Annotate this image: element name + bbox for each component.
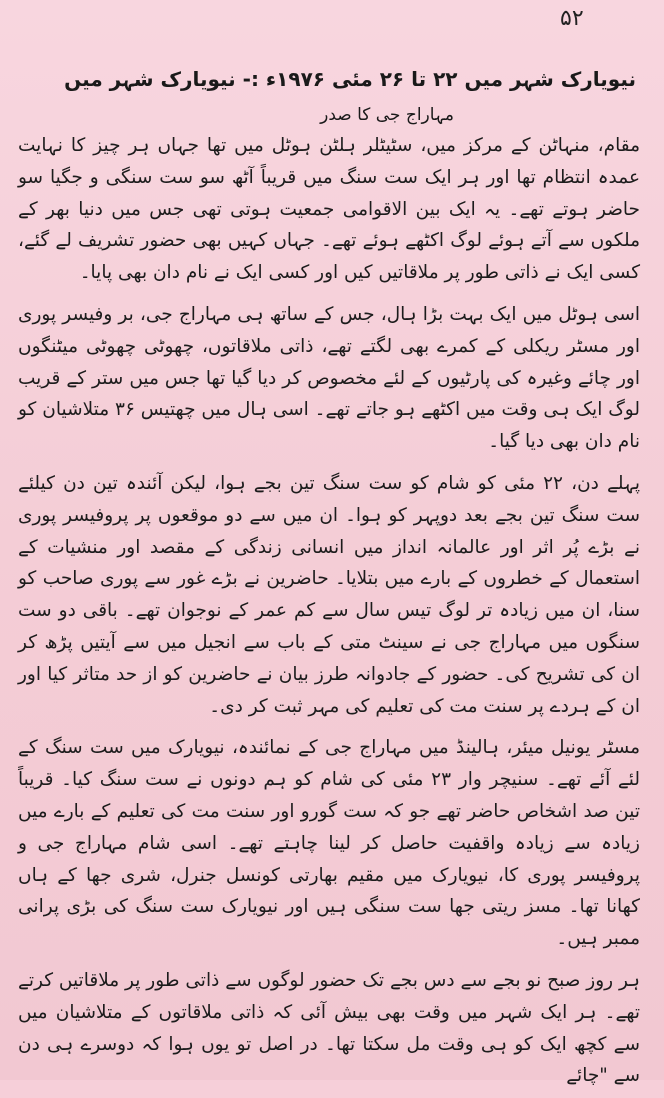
section-heading: نیویارک شہر میں ۲۲ تا ۲۶ مئی ۱۹۷۶ء :- نیویارک شہر میں <box>64 67 636 91</box>
paragraph: ہر روز صبح نو بجے سے دس بجے تک حضور لوگوں سے ذاتی طور پر ملاقاتیں کرتے تھے۔ ہر ایک شہر میں وقت بھی بیش آئی کہ ذاتی ملاقاتوں کے متلاشیان میں سے کچھ ایک کو ہی وقت مل سکتا تھا۔ در اصل تو یوں ہوا کہ دوسرے ہی دن سے "چائے <box>18 969 640 1087</box>
paragraph: مقام، منہاٹن کے مرکز میں، سٹیٹلر ہلٹن ہوٹل میں تھا جہاں ہر چیز کا نہایت عمدہ انتظام تھا اور ہر ایک ست سنگ میں قریباً آٹھ سو ست سنگی و جگیا سو حاضر ہوتے تھے۔ یہ ایک بین الاقوامی جمعیت ہوتی تھی جس میں دنیا بھر کے ملکوں سے آتے ہوئے لوگ اکٹھے ہوئے تھے۔ جہاں کہیں بھی حضور تشریف لے گئے، کسی ایک نے ذاتی طور پر ملاقاتیں کیں اور کسی ایک نے نام دان بھی پایا۔ <box>18 135 640 284</box>
paragraph: مسٹر یونیل میئر، ہالینڈ میں مہاراج جی کے نمائندہ، نیویارک میں ست سنگ کے لئے آئے تھے۔ سنیچر وار ۲۳ مئی کی شام کو ہم دونوں نے ست سنگ کیا۔ قریباً تین صد اشخاص حاضر تھے جو کہ ست گورو اور سنت مت کی تعلیم کے بارے میں زیادہ سے زیادہ واقفیت حاصل کر لینا چاہتے تھے۔ اسی شام مہاراج جی و پروفیسر پوری کا، نیویارک میں مقیم بھارتی کونسل جنرل، شری جھا کے ہاں کھانا تھا۔ مسز ریتی جھا ست سنگی ہیں اور نیویارک ست سنگ کی بڑی پرانی ممبر ہیں۔ <box>18 737 640 950</box>
section-subheading: مہاراج جی کا صدر <box>320 105 454 125</box>
page-number: ۵۲ <box>560 6 584 31</box>
paragraph: اسی ہوٹل میں ایک بہت بڑا ہال، جس کے ساتھ ہی مہاراج جی، بر وفیسر پوری اور مسٹر ریکلی کے کمرے بھی لگتے تھے، ذاتی ملاقاتوں، چھوٹی چھوٹی میٹنگوں اور چائے وغیرہ کی پارٹیوں کے لئے مخصوص کر دیا گیا تھا جس میں ستر کے قریب لوگ ایک ہی وقت میں اکٹھے ہو جاتے تھے۔ اسی ہال میں چھتیس ۳۶ متلاشیان کو نام دان بھی دیا گیا۔ <box>18 303 640 453</box>
paragraph: پہلے دن، ۲۲ مئی کو شام کو ست سنگ تین بجے ہوا، لیکن آئندہ تین دن کیلئے ست سنگ تین بجے بعد دوپہر کو ہوا۔ ان میں سے دو موقعوں پر پروفیسر پوری نے بڑے پُر اثر اور عالمانہ انداز میں انسانی زندگی کے مقصد اور منشیات کے استعمال کے خطروں کے بارے میں بتلایا۔ حاضرین نے بڑے غور سے پوری صاحب کو سنا، ان میں زیادہ تر لوگ تیس سال سے کم عمر کے نوجوان تھے۔ باقی دو ست سنگوں میں مہاراج جی نے سینٹ متی کے باب سے انجیل میں سے آیتیں پڑھ کر ان کی تشریح کی۔ حضور کے جادوانہ طرز بیان نے حاضرین کو از حد متاثر کیا اور ان کے ہردے پر سنت مت کی تعلیم کی مہر ثبت کر دی۔ <box>18 472 641 717</box>
body-text <box>18 130 640 1098</box>
